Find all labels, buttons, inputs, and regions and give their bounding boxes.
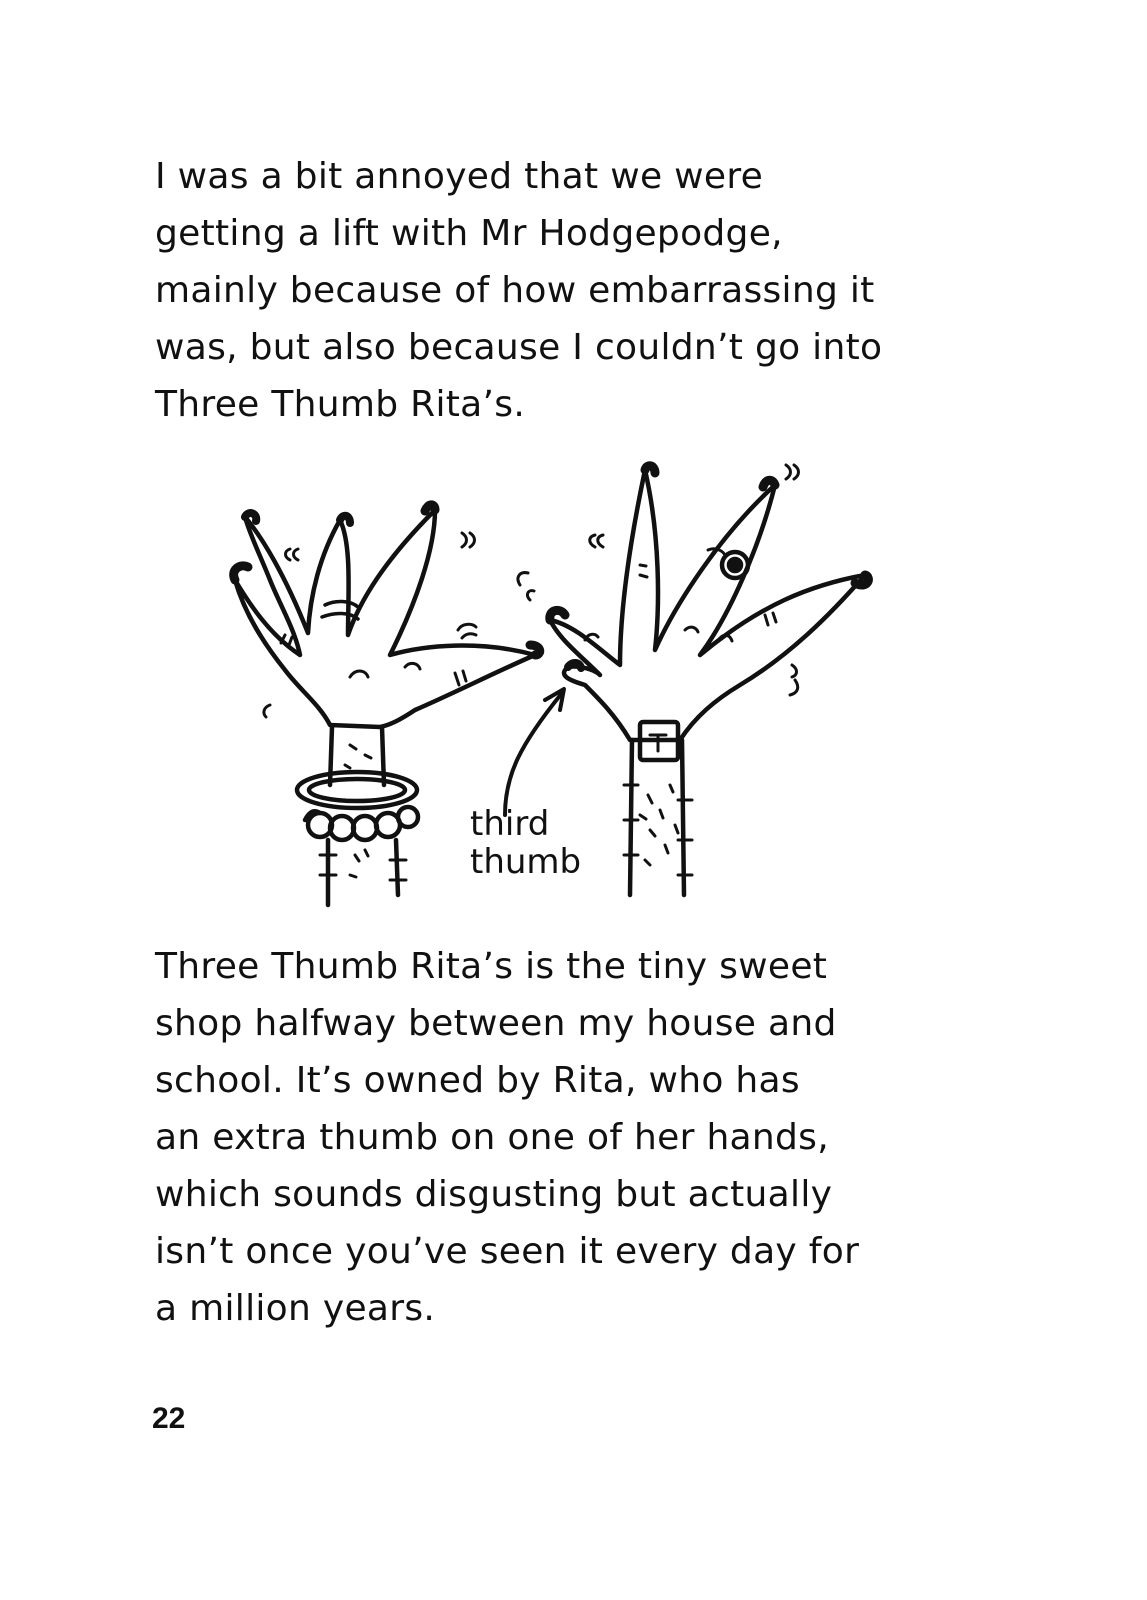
caption-third: third <box>470 804 550 844</box>
text-line: an extra thumb on one of her hands, <box>155 1117 829 1158</box>
caption-thumb: thumb <box>470 842 582 882</box>
text-line: Three Thumb Rita’s. <box>155 384 526 425</box>
text-line: Three Thumb Rita’s is the tiny sweet <box>155 946 828 987</box>
text-line: isn’t once you’ve seen it every day for <box>155 1231 860 1272</box>
text-line: school. It’s owned by Rita, who has <box>155 1060 800 1101</box>
page-number: 22 <box>152 1402 186 1435</box>
text-line: a million years. <box>155 1288 436 1329</box>
hands-illustration <box>200 455 900 915</box>
text-line: was, but also because I couldn’t go into <box>155 327 883 368</box>
text-line: getting a lift with Mr Hodgepodge, <box>155 213 783 254</box>
paragraph-1 <box>155 148 955 433</box>
text-line: which sounds disgusting but actually <box>155 1174 833 1215</box>
paragraph-2 <box>155 938 955 1337</box>
right-hand-drawing <box>518 465 868 895</box>
arrow-icon <box>505 693 562 815</box>
text-line: mainly because of how embarrassing it <box>155 270 875 311</box>
text-line: shop halfway between my house and <box>155 1003 837 1044</box>
text-line: I was a bit annoyed that we were <box>155 156 764 197</box>
